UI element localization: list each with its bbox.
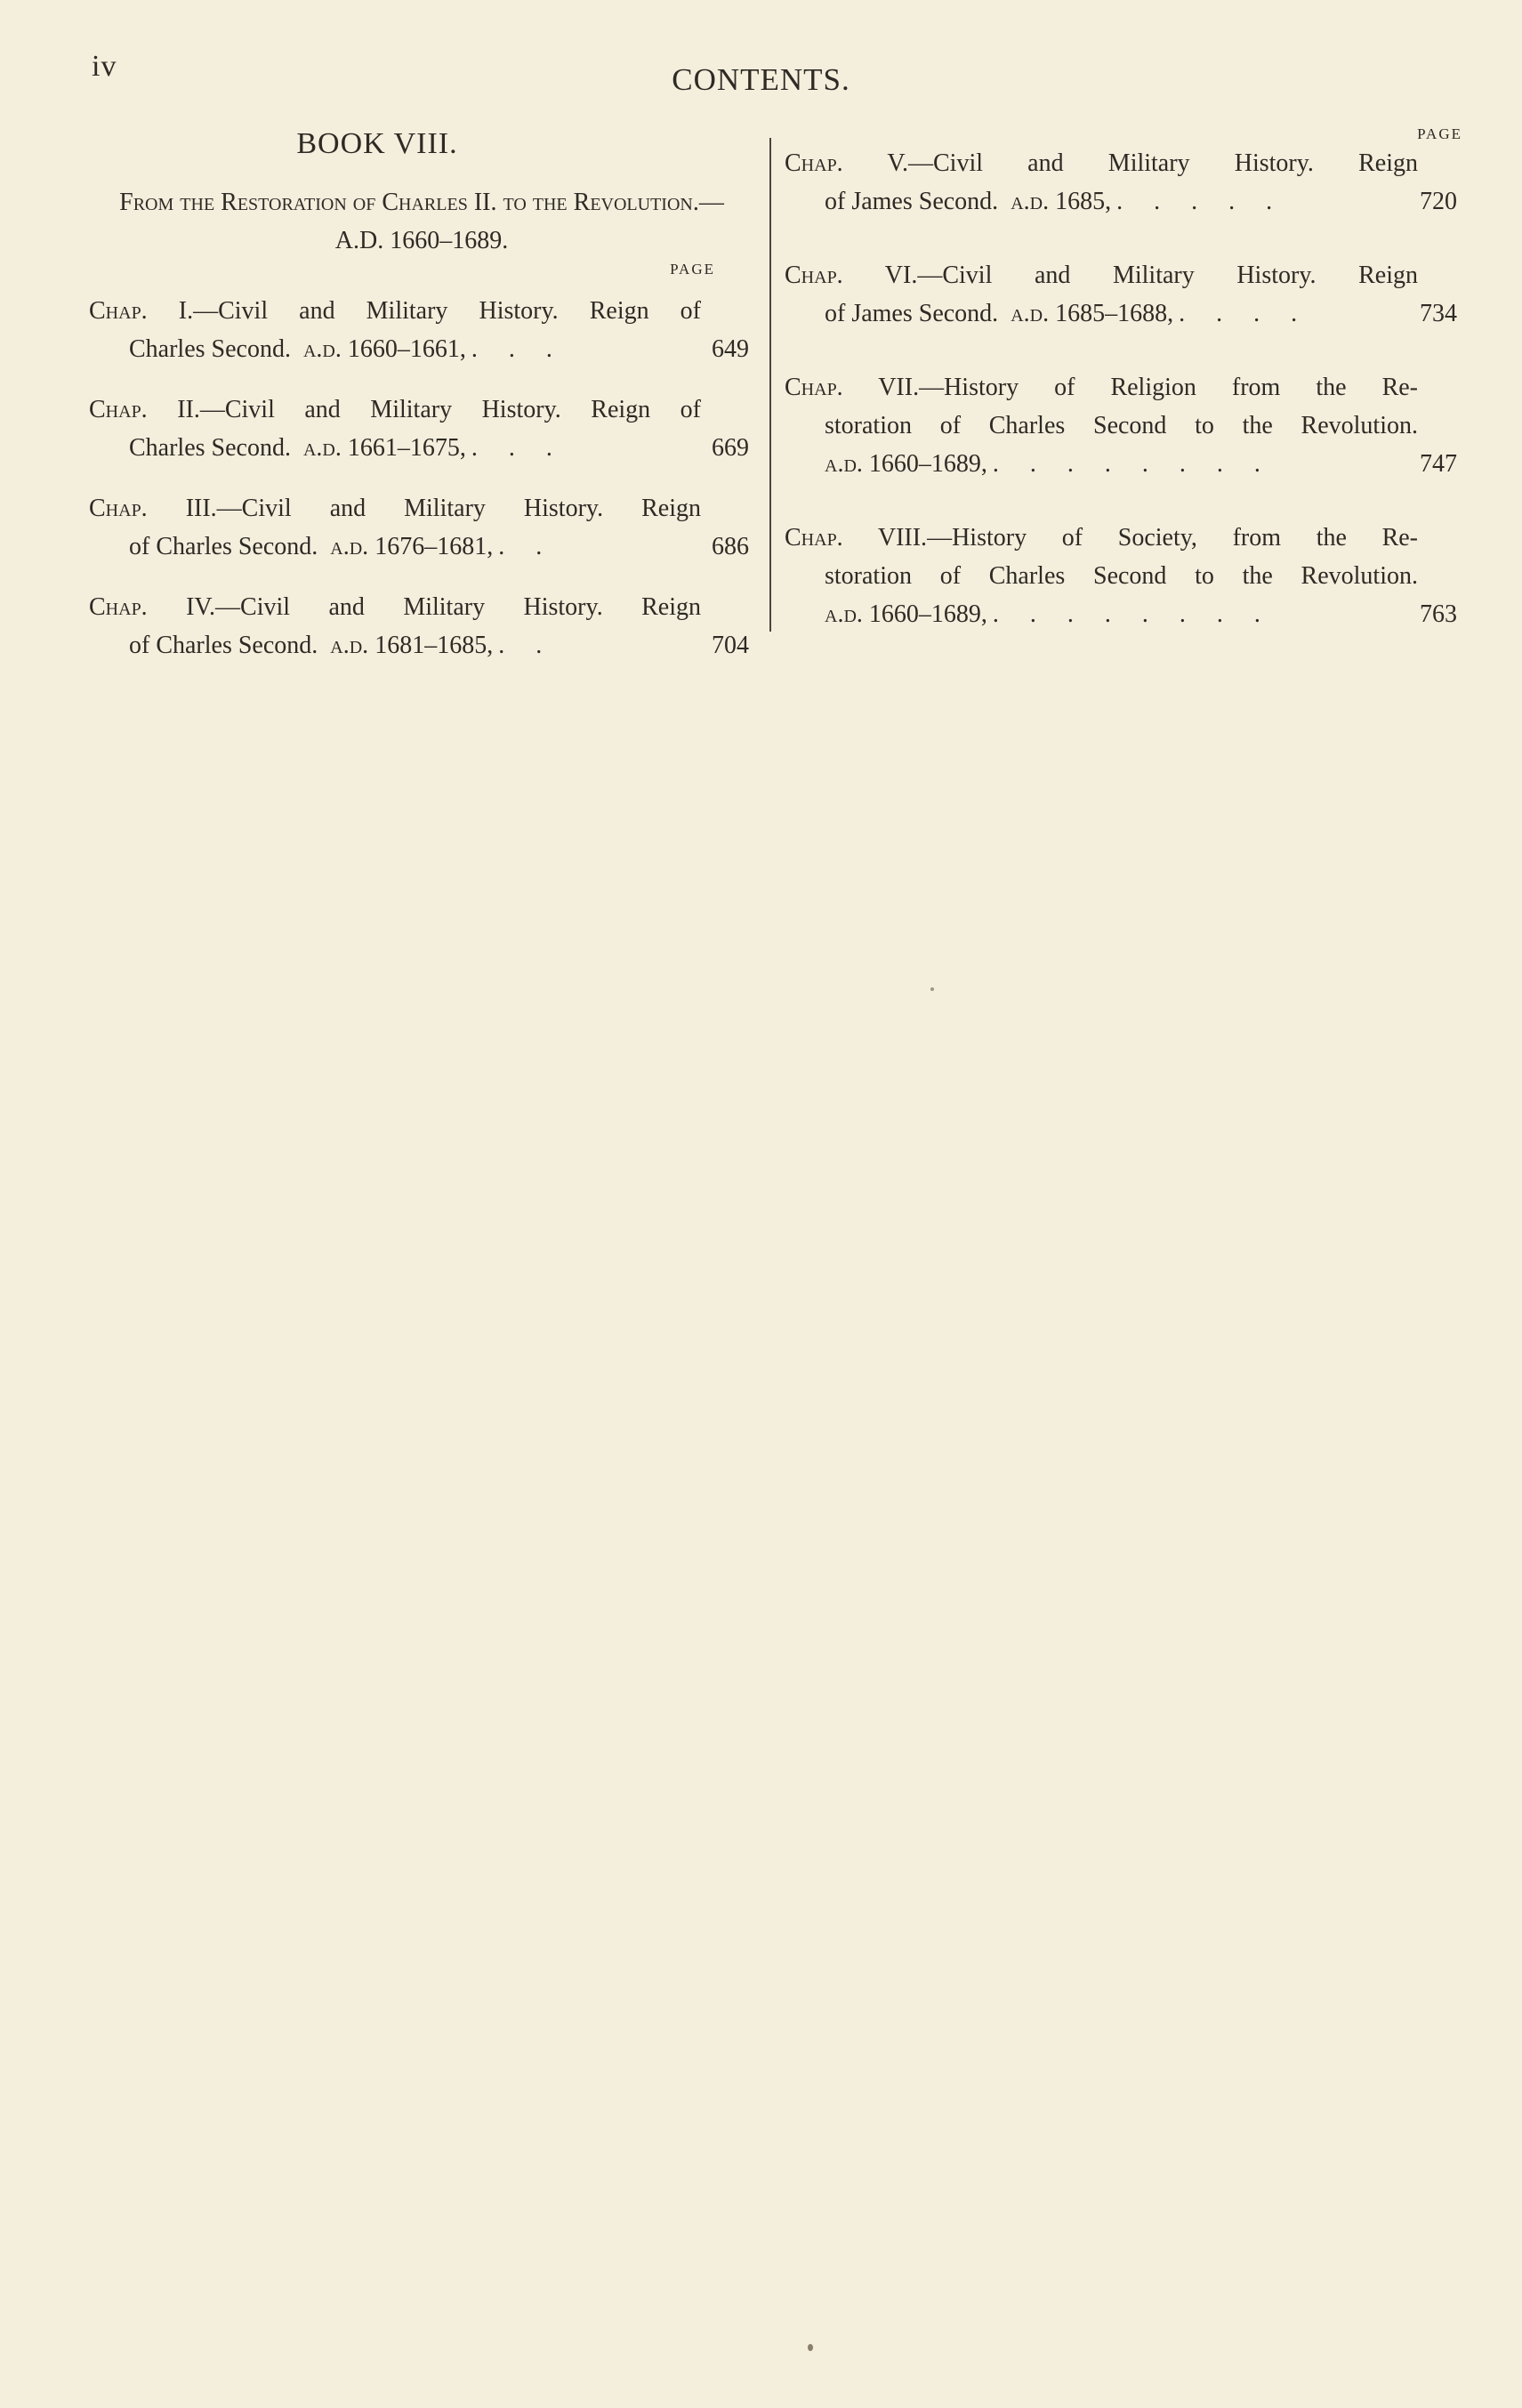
toc-entry-line: [89, 528, 754, 566]
page-number: iv: [92, 50, 117, 83]
era-label: a.d.: [302, 434, 342, 462]
chapter-title-cont: storation of Charles Second to the Revolution.: [825, 562, 1418, 590]
toc-entry-line: [785, 256, 1462, 294]
chapter-title-cont: Charles Second.: [129, 335, 291, 363]
chapter-number: Chap. II.: [89, 396, 200, 423]
chapter-dates: 1660–1661,: [347, 335, 466, 363]
chapter-title-cont: of Charles Second.: [129, 632, 318, 659]
dot-leader: . .: [498, 533, 555, 560]
page-ref[interactable]: 669: [712, 434, 749, 462]
toc-entry-line: [89, 330, 754, 368]
chapter-number: Chap. IV.: [89, 593, 216, 621]
era-label: a.d.: [825, 450, 863, 478]
toc-entry-line: [785, 144, 1462, 182]
chapter-dates: 1676–1681,: [374, 533, 494, 560]
page-ref[interactable]: 734: [1420, 300, 1457, 327]
chapter-number: Chap. V.: [785, 149, 908, 177]
chapter-title-cont: Charles Second.: [129, 434, 291, 462]
page-ref[interactable]: 763: [1420, 600, 1457, 628]
chapter-number: Chap. I.: [89, 297, 194, 325]
toc-entry-chap-1[interactable]: [89, 292, 754, 368]
paper-speck: [808, 2344, 813, 2351]
page-ref[interactable]: 686: [712, 533, 749, 560]
page-ref[interactable]: 720: [1420, 188, 1457, 215]
toc-entry-line: [89, 429, 754, 467]
toc-entry-line: [785, 182, 1462, 221]
page-column-label: PAGE: [670, 261, 715, 278]
toc-entry-chap-5[interactable]: [785, 144, 1462, 221]
chapter-number: Chap. VIII.: [785, 524, 928, 552]
dot-leader: . . . . .: [1116, 188, 1285, 215]
dot-leader: . . . .: [1179, 300, 1310, 327]
chapter-dates: 1660–1689,: [868, 450, 987, 478]
chapter-title: —Civil and Military History. Reign: [215, 593, 701, 621]
era-label: a.d.: [825, 600, 863, 628]
dot-leader: . . .: [471, 434, 565, 462]
era-label: a.d.: [330, 632, 369, 659]
right-column: [785, 125, 1462, 633]
toc-entry-line: [89, 292, 754, 330]
era-label: a.d.: [1011, 300, 1050, 327]
running-title: CONTENTS.: [672, 62, 850, 97]
dot-leader: . .: [498, 632, 555, 659]
chapter-title: —Civil and Military History. Reign: [216, 495, 701, 522]
column-divider: [769, 138, 771, 632]
toc-entry-chap-8[interactable]: [785, 519, 1462, 633]
chapter-title: —Civil and Military History. Reign: [917, 262, 1418, 289]
chapter-title-cont: of James Second.: [825, 188, 999, 215]
toc-entry-line: [89, 489, 754, 528]
chapter-number: Chap. VI.: [785, 262, 918, 289]
toc-entry-chap-7[interactable]: [785, 368, 1462, 483]
chapter-title: —History of Religion from the Re-: [919, 374, 1418, 401]
dot-leader: . . .: [471, 335, 565, 363]
dot-leader: . . . . . . . .: [992, 600, 1273, 628]
toc-entry-line: [785, 519, 1462, 557]
chapter-title: —Civil and Military History. Reign of: [193, 297, 701, 325]
chapter-dates: 1681–1685,: [374, 632, 494, 659]
chapter-title-cont: of Charles Second.: [129, 533, 318, 560]
era-label: a.d.: [302, 335, 342, 363]
era-label: a.d.: [1011, 188, 1050, 215]
page-ref[interactable]: 649: [712, 335, 749, 363]
toc-entry-line: [89, 626, 754, 664]
toc-entry-line: [785, 368, 1462, 407]
chapter-title: —History of Society, from the Re-: [927, 524, 1419, 552]
chapter-number: Chap. VII.: [785, 374, 920, 401]
toc-entry-chap-4[interactable]: [89, 588, 754, 664]
toc-entry-line: [785, 445, 1462, 483]
page-ref[interactable]: 704: [712, 632, 749, 659]
left-column: [89, 125, 754, 664]
dot-leader: . . . . . . . .: [992, 450, 1273, 478]
book-subtitle: From the Restoration of Charles II. to the Revolution.—A.D. 1660–1689.: [119, 189, 724, 254]
toc-entry-chap-3[interactable]: [89, 489, 754, 566]
toc-entry-line: [785, 557, 1462, 595]
toc-entry-chap-2[interactable]: [89, 391, 754, 467]
chapter-title: —Civil and Military History. Reign: [907, 149, 1418, 177]
toc-entry-line: [785, 294, 1462, 333]
chapter-title: —Civil and Military History. Reign of: [199, 396, 701, 423]
toc-entry-chap-6[interactable]: [785, 256, 1462, 333]
page-column-label: PAGE: [1417, 125, 1462, 142]
page-ref[interactable]: 747: [1420, 450, 1457, 478]
toc-entry-line: [785, 407, 1462, 445]
chapter-dates: 1685–1688,: [1055, 300, 1174, 327]
chapter-dates: 1660–1689,: [868, 600, 987, 628]
toc-entry-line: [785, 595, 1462, 633]
toc-entry-line: [89, 588, 754, 626]
chapter-number: Chap. III.: [89, 495, 217, 522]
book-title: BOOK VIII.: [296, 127, 458, 160]
toc-entry-line: [89, 391, 754, 429]
era-label: a.d.: [330, 533, 369, 560]
chapter-dates: 1685,: [1055, 188, 1112, 215]
chapter-dates: 1661–1675,: [347, 434, 466, 462]
paper-speck: [930, 987, 934, 991]
chapter-title-cont: of James Second.: [825, 300, 999, 327]
chapter-title-cont: storation of Charles Second to the Revolution.: [825, 412, 1418, 439]
